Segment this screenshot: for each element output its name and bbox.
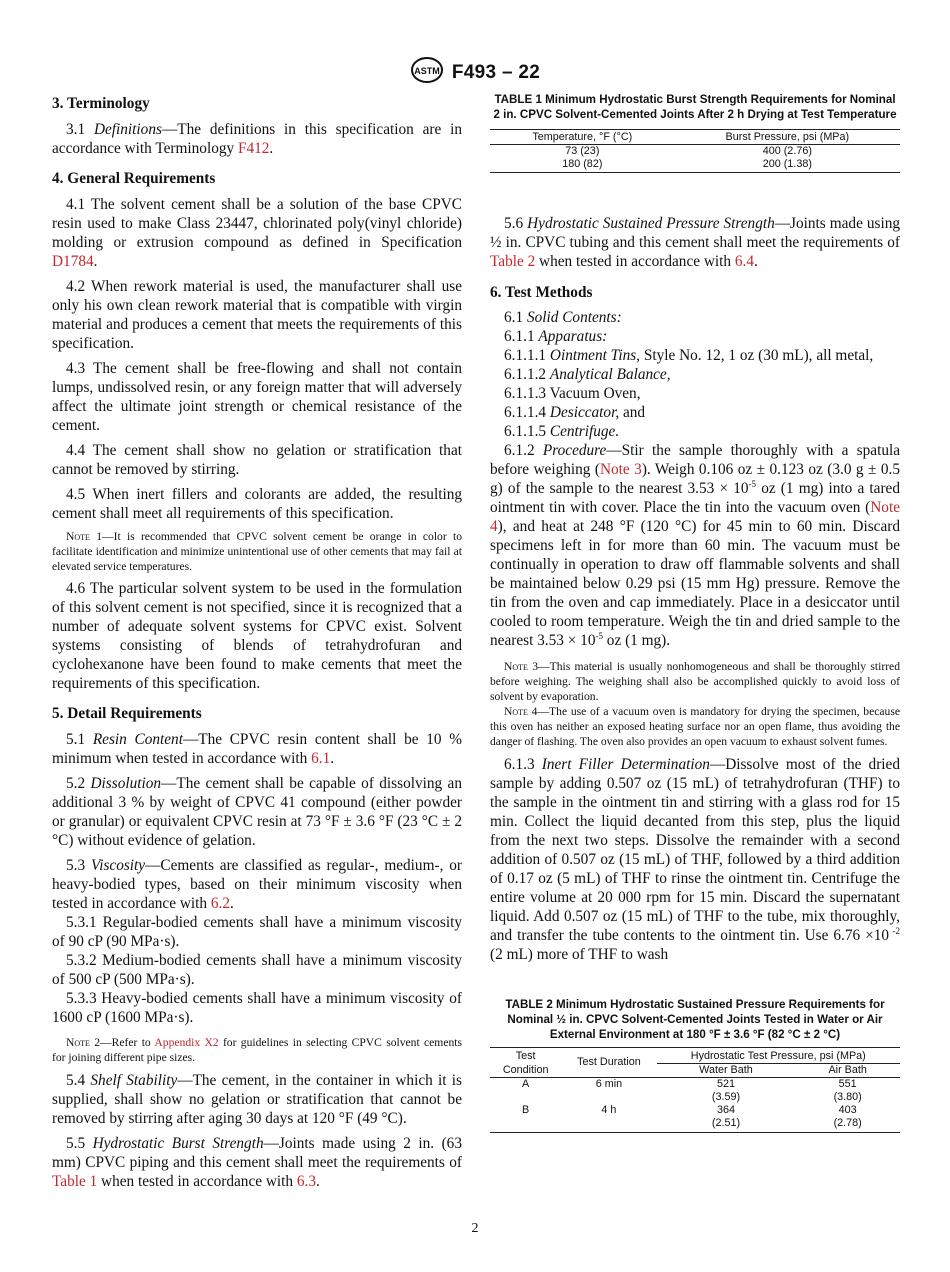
- table-row: [490, 145, 900, 159]
- table-1: [490, 129, 900, 173]
- note-4: Note 4—The use of a vacuum oven is mandatory for drying the specimen, because this oven has neither an exposed heating surface nor an open flame, thus avoiding the danger of flashing. The oven also provides an open vacuum to exhaust solvent fumes.: [490, 705, 900, 748]
- table-cell: [490, 1117, 561, 1133]
- table-cell: 521: [716, 1078, 735, 1090]
- right-column: [490, 92, 900, 1133]
- paragraph-6-1-1-5: 6.1.1.5 Centrifuge.: [504, 423, 620, 440]
- table-cell: (2.78): [833, 1117, 862, 1129]
- table-row: [490, 1078, 900, 1092]
- link-note-4[interactable]: Note 4: [490, 499, 900, 535]
- paragraph-3-1: 3.1 Definitions—The definitions in this specification are in accordance with Terminology F412.: [52, 121, 462, 157]
- link-6-4[interactable]: 6.4: [734, 253, 754, 270]
- section-heading-test-methods: 6. Test Methods: [490, 284, 593, 301]
- table-2-header-duration: Test Duration: [577, 1056, 641, 1068]
- svg-text:ASTM: ASTM: [414, 66, 440, 76]
- paragraph-5-5: 5.5 Hydrostatic Burst Strength—Joints made using 2 in. (63 mm) CPVC piping and this cement shall meet the requirements of Table 1 when tested in accordance with 6.3.: [52, 1135, 462, 1190]
- paragraph-4-5: 4.5 When inert fillers and colorants are added, the resulting cement shall meet all requirements of this specification.: [52, 486, 462, 522]
- table-cell: (2.51): [711, 1117, 741, 1129]
- table-cell: 200 (1.38): [762, 158, 812, 170]
- table-2: [490, 1047, 900, 1133]
- table-2-header-test: Test: [515, 1050, 536, 1063]
- section-heading-detail-requirements: 5. Detail Requirements: [52, 705, 202, 722]
- paragraph-6-1: 6.1 Solid Contents:: [504, 309, 622, 326]
- paragraph-5-2: 5.2 Dissolution—The cement shall be capable of dissolving an additional 3 % by weight of CPVC 41 compound (either powder or granular) or equivalent CPVC resin at 73 °F ± 3.6 °F (23 °C ± 2 °C) without evidence of gelation.: [52, 775, 462, 849]
- paragraph-5-4: 5.4 Shelf Stability—The cement, in the container in which it is supplied, shall show no gelation or stratification that cannot be removed by stirring after aging 30 days at 120 °F (49 °C).: [52, 1072, 463, 1127]
- paragraph-6-1-1-2: 6.1.1.2 Analytical Balance,: [504, 366, 671, 383]
- paragraph-6-1-2: 6.1.2 Procedure—Stir the sample thoroughly with a spatula before weighing (Note 3). Weigh 0.106 oz ± 0.123 oz (3.0 g ± 0.5 g) of the sample to the nearest $3.53 \times 10^{-5}$ oz (1 mg) into a tared ointment tin with cover. Place the tin into the vacuum oven (Note 4), and heat at 248 °F (120 °C) for 45 min to 60 min. Discard specimens left in for more than 60 min. The vacuum must be continually in operation to draw off flammable solvents and shall be maintained below 0.29 psi (15 mm Hg) pressure. Remove the tin from the oven and cap immediately. Place in a desiccator until cooled to room temperature. Weigh the tin and dried sample to the nearest $3.53 \times 10^{-5}$ oz (1 mg).: [490, 442, 901, 649]
- left-column: [52, 92, 462, 1191]
- table-2-header-row: [490, 1048, 900, 1064]
- paragraph-5-3-3: 5.3.3 Heavy-bodied cements shall have a minimum viscosity of 1600 cP (1600 MPa·s).: [52, 990, 462, 1026]
- note-1: Note 1—It is recommended that CPVC solvent cement be orange in color to facilitate identification and minimize unintentional use of other cements that may fail at elevated service temperatures.: [52, 530, 462, 573]
- link-table-2[interactable]: Table 2: [490, 253, 536, 270]
- section-heading-general-requirements: 4. General Requirements: [52, 170, 216, 187]
- table-1-caption: TABLE 1 Minimum Hydrostatic Burst Strength Requirements for Nominal 2 in. CPVC Solvent-Cemented Joints After 2 h Drying at Test Temperature: [493, 93, 897, 121]
- link-6-3[interactable]: 6.3: [296, 1173, 316, 1190]
- link-f412[interactable]: F412: [237, 140, 270, 157]
- table-2-header-air-bath: Air Bath: [828, 1064, 867, 1076]
- document-id: F493 – 22: [451, 61, 541, 83]
- link-appendix-x2[interactable]: Appendix X2: [154, 1036, 219, 1049]
- table-cell: [561, 1117, 656, 1133]
- table-2-header-pressure: Hydrostatic Test Pressure, psi (MPa): [657, 1048, 900, 1064]
- table-cell: [561, 1091, 656, 1104]
- paragraph-4-1: 4.1 The solvent cement shall be a solution of the base CPVC resin used to make Class 23447, chlorinated poly(vinyl chloride) molding or extrusion compound as defined in Specification D1784.: [52, 196, 462, 270]
- table-cell: (3.80): [833, 1091, 862, 1103]
- table-cell: 551: [838, 1078, 857, 1090]
- paragraph-6-1-1-4: 6.1.1.4 Desiccator, and: [504, 404, 646, 421]
- link-table-1[interactable]: Table 1: [52, 1173, 98, 1190]
- table-cell: 400 (2.76): [762, 145, 812, 157]
- astm-logo-icon: [410, 56, 444, 89]
- table-1-header-temperature: Temperature, °F (°C): [532, 131, 633, 143]
- paragraph-4-3: 4.3 The cement shall be free-flowing and shall not contain lumps, undissolved resin, or any foreign matter that will adversely affect the ultimate joint strength or chemical resistance of the cement.: [52, 360, 462, 434]
- paragraph-6-1-1-3: 6.1.1.3 Vacuum Oven,: [504, 385, 641, 402]
- paragraph-5-1: 5.1 Resin Content—The CPVC resin content shall be 10 % minimum when tested in accordance with 6.1.: [52, 731, 463, 767]
- table-row: [490, 1104, 900, 1117]
- table-1-header-burst-pressure: Burst Pressure, psi (MPa): [725, 131, 850, 143]
- table-cell: 180 (82): [562, 158, 603, 170]
- paragraph-6-1-1: 6.1.1 Apparatus:: [504, 328, 608, 345]
- paragraph-6-1-1-1: 6.1.1.1 Ointment Tins, Style No. 12, 1 oz (30 mL), all metal,: [504, 347, 874, 364]
- table-row: [490, 1117, 900, 1133]
- paragraph-4-6: 4.6 The particular solvent system to be used in the formulation of this solvent cement is not specified, since it is recognized that a number of adequate solvent systems for CPVC exist. Solvent systems consisting of blends of tetrahydrofuran and cyclohexanone have been found to make cements that meet the requirements of this specification.: [52, 580, 462, 692]
- paragraph-5-3: 5.3 Viscosity—Cements are classified as regular-, medium-, or heavy-bodied types, based on their minimum viscosity when tested in accordance with 6.2.: [52, 857, 462, 912]
- table-1-header-row: [490, 130, 900, 145]
- page-number: 2: [471, 1221, 479, 1236]
- link-d1784[interactable]: D1784: [52, 253, 94, 270]
- table-cell: 364: [716, 1104, 735, 1116]
- link-note-3[interactable]: Note 3: [599, 461, 642, 478]
- page-header: [0, 56, 950, 89]
- paragraph-5-3-1: 5.3.1 Regular-bodied cements shall have a minimum viscosity of 90 cP (90 MPa·s).: [52, 914, 462, 950]
- table-2-subheader-row: [490, 1064, 900, 1078]
- note-3: Note 3—This material is usually nonhomogeneous and shall be thoroughly stirred before weighing. The weighing shall also be accomplished quickly to avoid loss of solvent by evaporation.: [490, 660, 900, 703]
- table-cell: A: [522, 1078, 530, 1090]
- link-6-2[interactable]: 6.2: [210, 895, 230, 912]
- table-cell: 6 min: [595, 1078, 623, 1090]
- table-cell: B: [522, 1104, 530, 1116]
- table-cell: [490, 1091, 561, 1104]
- paragraph-5-3-2: 5.3.2 Medium-bodied cements shall have a minimum viscosity of 500 cP (500 MPa·s).: [52, 952, 462, 988]
- table-cell: 4 h: [601, 1104, 617, 1116]
- table-2-header-water-bath: Water Bath: [699, 1064, 753, 1076]
- table-2-header-condition: Condition: [502, 1063, 549, 1076]
- table-cell: 403: [838, 1104, 857, 1116]
- note-2: Note 2—Refer to Appendix X2 for guidelines in selecting CPVC solvent cements for joining different pipe sizes.: [52, 1036, 462, 1064]
- paragraph-6-1-3: 6.1.3 Inert Filler Determination—Dissolve most of the dried sample by adding 0.507 oz (15 mL) of tetrahydrofuran (THF) to the sample in the ointment tin and stirring with a glass rod for 15 min. Collect the liquid decanted from this step, plus the liquid from the next two steps. Dissolve the remainder with a second addition of 0.507 oz (15 mL) of THF, followed by a third addition of 0.17 oz (5 mL) of THF to rinse the ointment tin. Centrifuge the entire volume at 20 000 rpm for 15 min. Discard the supernatant liquid. Add 0.507 oz (15 mL) of THF to the tube, mix thoroughly, and transfer the tube contents to the ointment tin. Use 6.76 ×10 $^{-2}$ (2 mL) more of THF to wash: [490, 756, 901, 963]
- link-6-1[interactable]: 6.1: [311, 750, 331, 767]
- table-row: [490, 158, 900, 173]
- table-cell: 73 (23): [565, 145, 600, 157]
- table-2-caption: TABLE 2 Minimum Hydrostatic Sustained Pressure Requirements for Nominal ½ in. CPVC Solvent-Cemented Joints Tested in Water or Air External Environment at 180 °F ± 3.6 °F (82 °C ± 2 °C): [505, 998, 885, 1041]
- paragraph-4-4: 4.4 The cement shall show no gelation or stratification that cannot be removed by stirring.: [52, 442, 462, 478]
- paragraph-4-2: 4.2 When rework material is used, the manufacturer shall use only his own clean rework material that is compatible with virgin material and produces a cement that meets the requirements of this specification.: [52, 278, 462, 352]
- table-cell: (3.59): [711, 1091, 741, 1103]
- paragraph-5-6: 5.6 Hydrostatic Sustained Pressure Strength—Joints made using ½ in. CPVC tubing and this cement shall meet the requirements of Table 2 when tested in accordance with 6.4.: [490, 215, 900, 270]
- table-row: [490, 1091, 900, 1104]
- section-heading-terminology: 3. Terminology: [52, 95, 150, 112]
